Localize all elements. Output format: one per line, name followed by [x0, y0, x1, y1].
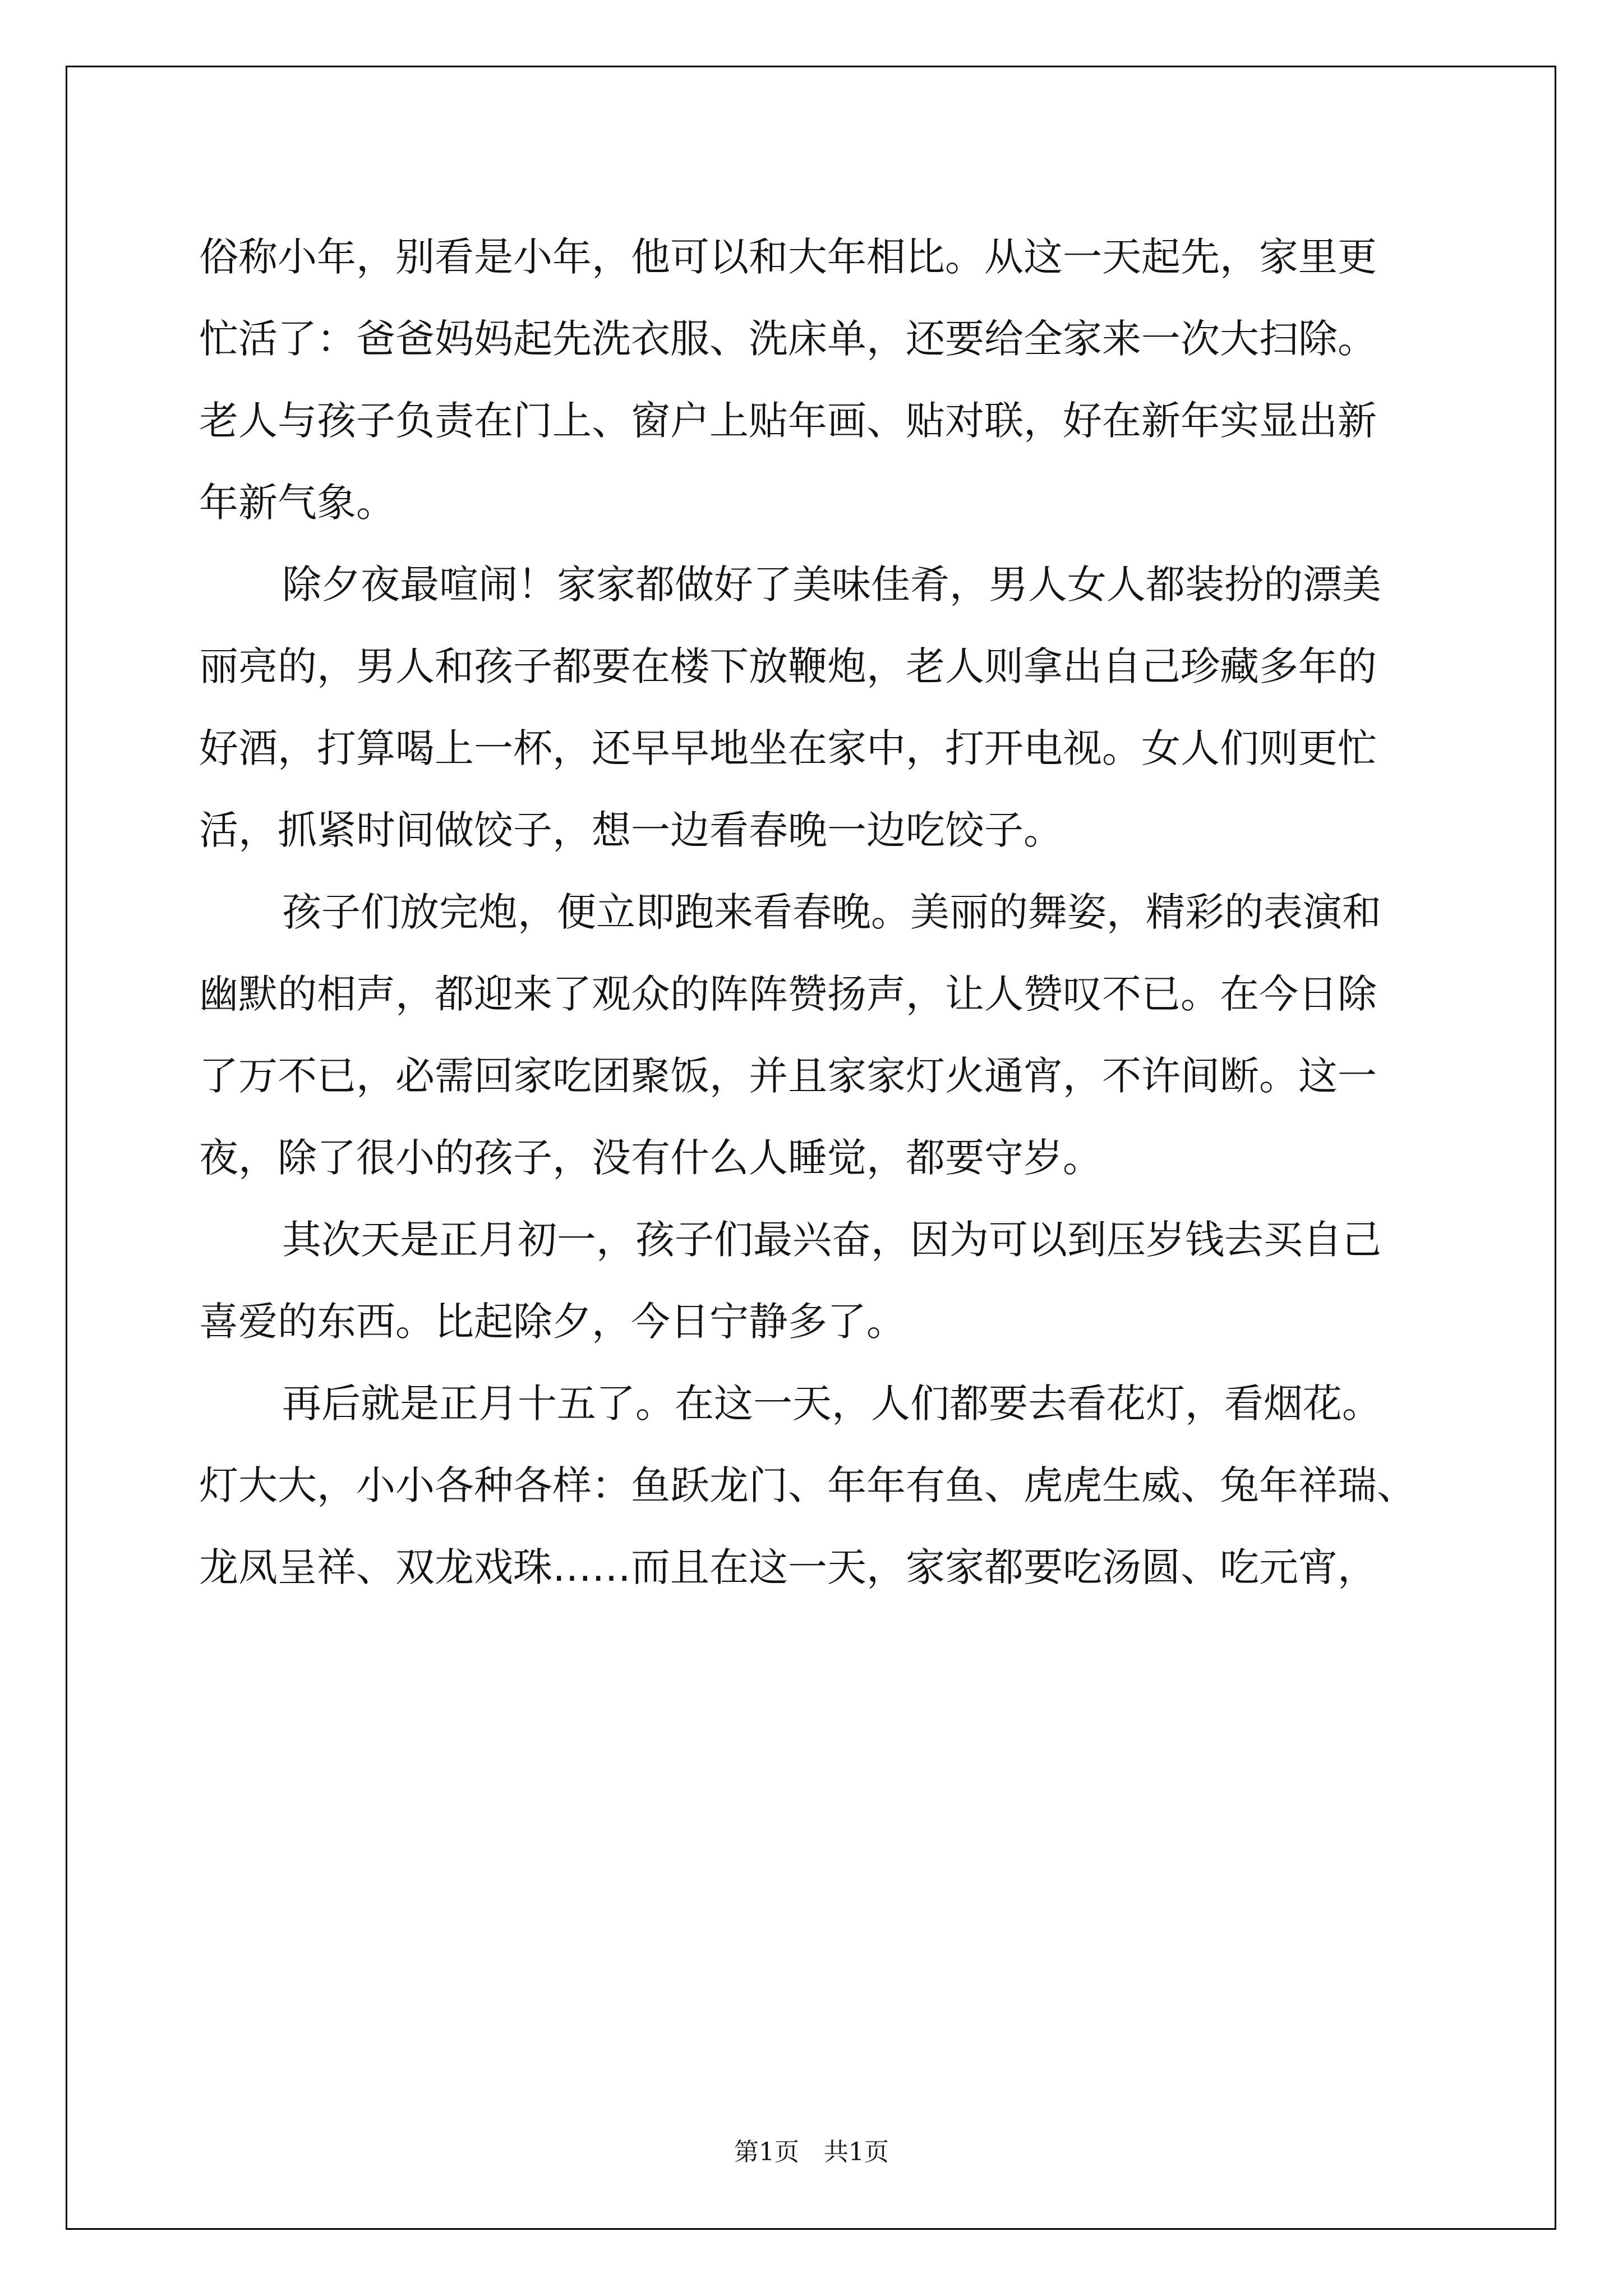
text-line: 孩子们放完炮，便立即跑来看春晚。美丽的舞姿，精彩的表演和 — [282, 889, 1381, 935]
text-line: 年新气象。 — [199, 480, 395, 526]
text-line: 老人与孩子负责在门上、窗户上贴年画、贴对联，好在新年实显出新 — [199, 398, 1377, 444]
text-line: 夜，除了很小的孩子，没有什么人睡觉，都要守岁。 — [199, 1135, 1102, 1181]
page-number-footer: 第1页 共1页 — [734, 2138, 889, 2166]
text-line: 其次天是正月初一，孩子们最兴奋，因为可以到压岁钱去买自己 — [282, 1217, 1381, 1263]
document-body — [199, 216, 1433, 1608]
text-line: 活，抓紧时间做饺子，想一边看春晚一边吃饺子。 — [199, 807, 1063, 853]
text-line: 龙凤呈祥、双龙戏珠……而且在这一天，家家都要吃汤圆、吃元宵， — [199, 1544, 1377, 1590]
text-line: 灯大大，小小各种各样：鱼跃龙门、年年有鱼、虎虎生威、兔年祥瑞、 — [199, 1462, 1416, 1508]
text-line: 俗称小年，别看是小年，他可以和大年相比。从这一天起先，家里更 — [199, 234, 1377, 280]
text-line: 喜爱的东西。比起除夕，今日宁静多了。 — [199, 1299, 906, 1345]
text-line: 再后就是正月十五了。在这一天，人们都要去看花灯，看烟花。 — [282, 1381, 1381, 1427]
text-line: 了万不已，必需回家吃团聚饭，并且家家灯火通宵，不许间断。这一 — [199, 1053, 1377, 1099]
text-line: 丽亮的，男人和孩子都要在楼下放鞭炮，老人则拿出自己珍藏多年的 — [199, 643, 1377, 689]
text-line: 忙活了：爸爸妈妈起先洗衣服、洗床单，还要给全家来一次大扫除。 — [199, 316, 1377, 362]
text-line: 好酒，打算喝上一杯，还早早地坐在家中，打开电视。女人们则更忙 — [199, 725, 1377, 771]
text-line: 幽默的相声，都迎来了观众的阵阵赞扬声，让人赞叹不已。在今日除 — [199, 971, 1377, 1017]
text-line: 除夕夜最喧闹！家家都做好了美味佳肴，男人女人都装扮的漂美 — [282, 562, 1381, 608]
